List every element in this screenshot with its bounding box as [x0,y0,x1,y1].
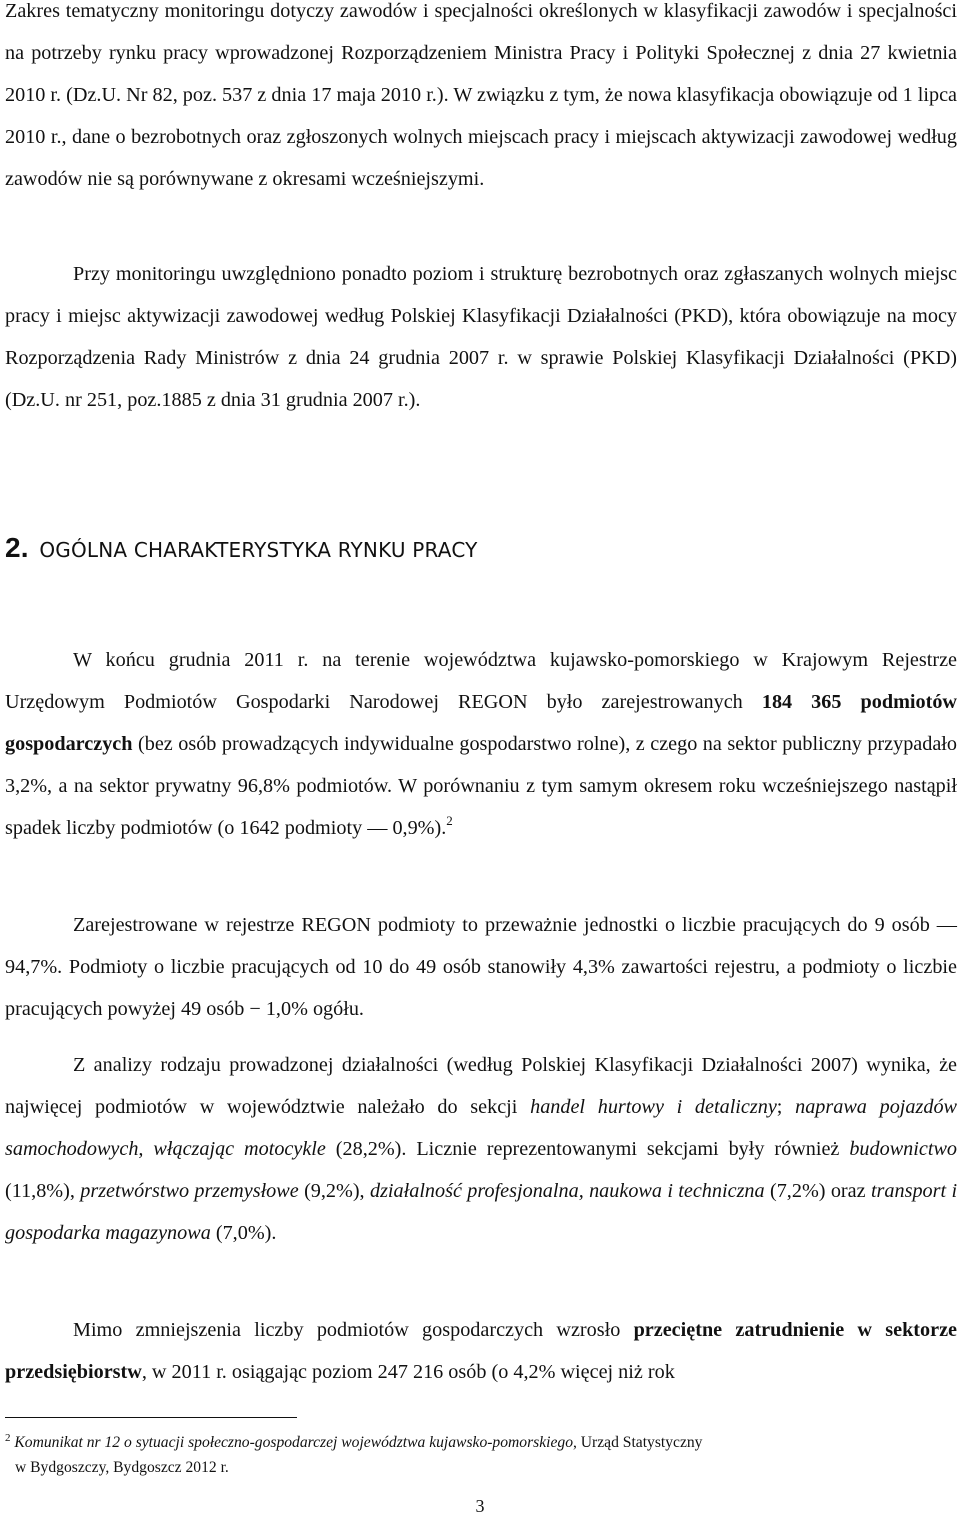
page-number: 3 [475,1496,485,1516]
employment-highlight: przeciętne zatrudnienie w sektorze przedsiębiorstw [5,1319,958,1383]
paragraph-regon-entities: W końcu grudnia 2011 r. na terenie województwa kujawsko-pomorskiego w Krajowym Rejestrze Urzędowym Podmiotów Gospodarki Narodowej REGON było zarejestrowanych 184 365 podmiotów gospodarczych (bez osób prowadzących indywidualne gospodarstwo rolne), z czego na sektor publiczny przypadało 3,2%, a na sektor prywatny 96,8% podmiotów. W porównaniu z tym samym okresem roku wcześniejszego nastąpił spadek liczby podmiotów (o 1642 podmioty — 0,9%).$^2$ [5,649,958,839]
section-title: OGÓLNA CHARAKTERYSTYKA RYNKU PRACY [39,538,478,562]
section-number: 2. [5,532,29,563]
paragraph-activity-sections: Z analizy rodzaju prowadzonej działalności (według Polskiej Klasyfikacji Działalności 2007) wynika, że najwięcej podmiotów w województwie należało do sekcji handel hurtowy i detaliczny; naprawa pojazdów samochodowych, włączając motocykle (28,2%). Licznie reprezentowanymi sekcjami były również budownictwo (11,8%), przetwórstwo przemysłowe (9,2%), działalność profesjonalna, naukowa i techniczna (7,2%) oraz transport i gospodarka magazynowa (7,0%). [5,1054,958,1244]
entities-count: 184 365 podmiotów gospodarczych [5,691,957,755]
paragraph-pkd-monitoring: Przy monitoringu uwzględniono ponadto poziom i strukturę bezrobotnych oraz zgłaszanych wolnych miejsc pracy i miejsc aktywizacji zawodowej według Polskiej Klasyfikacji Działalności (PKD), która obowiązuje na mocy Rozporządzenia Rady Ministrów z dnia 24 grudnia 2007 r. w sprawie Polskiej Klasyfikacji Działalności (PKD) (Dz.U. nr 251, poz.1885 z dnia 31 grudnia 2007 r.). [5,263,957,411]
paragraph-employment: Mimo zmniejszenia liczby podmiotów gospodarczych wzrosło przeciętne zatrudnienie w sektorze przedsiębiorstw, w 2011 r. osiągając poziom 247 216 osób (o 4,2% więcej niż rok [5,1319,958,1383]
footnote-number: 2 [5,1432,11,1444]
footnote-divider [5,1417,297,1418]
paragraph-entity-size: Zarejestrowane w rejestrze REGON podmioty to przeważnie jednostki o liczbie pracujących do 9 osób — 94,7%. Podmioty o liczbie pracujących od 10 do 49 osób stanowiły 4,3% zawartości rejestru, a podmioty o liczbie pracujących powyżej 49 osób − 1,0% ogółu. [5,914,957,1020]
section-heading [5,532,478,564]
footnote-source-title: Komunikat nr 12 o sytuacji społeczno-gospodarczej województwa kujawsko-pomorskiego [14,1434,573,1451]
footnote: $^2$ Komunikat nr 12 o sytuacji społeczno-gospodarczej województwa kujawsko-pomorskiego, Urząd Statystyczny w Bydgoszczy, Bydgoszcz 2012 r. [5,1432,703,1476]
paragraph-classification-scope: Zakres tematyczny monitoringu dotyczy zawodów i specjalności określonych w klasyfikacji zawodów i specjalności na potrzeby rynku pracy wprowadzonej Rozporządzeniem Ministra Pracy i Polityki Społecznej z dnia 27 kwietnia 2010 r. (Dz.U. Nr 82, poz. 537 z dnia 17 maja 2010 r.). W związku z tym, że nowa klasyfikacja obowiązuje od 1 lipca 2010 r., dane o bezrobotnych oraz zgłoszonych wolnych miejscach pracy i miejscach aktywizacji zawodowej według zawodów nie są porównywane z okresami wcześniejszymi. [5,0,957,190]
footnote-ref: 2 [446,813,453,828]
